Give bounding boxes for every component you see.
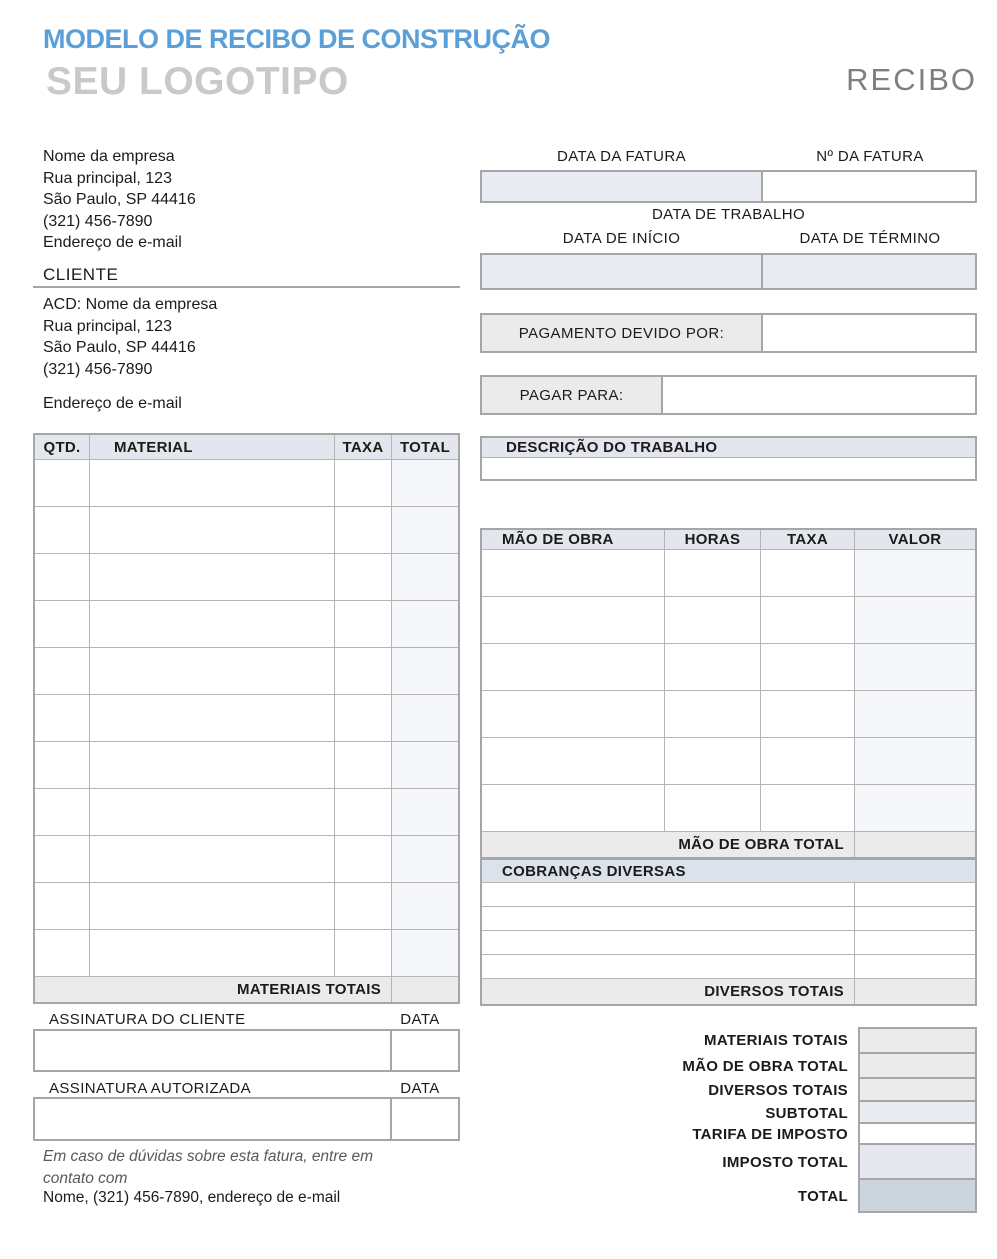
invoice-date-field[interactable]	[482, 172, 763, 201]
labor-value-cell[interactable]	[855, 738, 975, 785]
labor-value-cell[interactable]	[855, 550, 975, 597]
misc-value-cell[interactable]	[855, 955, 975, 979]
labor-table	[480, 528, 977, 859]
misc-desc-cell[interactable]	[482, 883, 855, 907]
materials-qty-cell[interactable]	[35, 460, 90, 507]
labor-desc-cell[interactable]	[482, 644, 665, 691]
client-signature-labels	[33, 1011, 460, 1028]
client-phone: (321) 456-7890	[43, 360, 153, 378]
client-signature-label: ASSINATURA DO CLIENTE	[49, 1011, 246, 1028]
materials-rate-cell[interactable]	[335, 789, 392, 836]
client-signature-date-label: DATA	[400, 1011, 440, 1028]
labor-rate-cell[interactable]	[761, 644, 855, 691]
summary-row-labor	[610, 1054, 977, 1079]
authorized-signature-field[interactable]	[35, 1099, 390, 1139]
payment-due-row	[480, 313, 977, 353]
materials-qty-cell[interactable]	[35, 507, 90, 554]
authorized-signature-date-field[interactable]	[390, 1099, 458, 1139]
summary-grandtotal-label: TOTAL	[797, 1188, 848, 1205]
company-phone: (321) 456-7890	[43, 212, 153, 230]
materials-qty-cell[interactable]	[35, 789, 90, 836]
work-description-section	[480, 436, 977, 481]
work-date-fields	[480, 253, 977, 290]
materials-material-cell[interactable]	[90, 648, 335, 695]
labor-hours-cell[interactable]	[665, 738, 761, 785]
misc-desc-cell[interactable]	[482, 907, 855, 931]
summary-subtotal-field[interactable]	[858, 1102, 977, 1124]
client-section-label: CLIENTE	[43, 265, 119, 284]
footer-note: Em caso de dúvidas sobre esta fatura, entre em contato com	[43, 1148, 373, 1187]
work-date-label: DATA DE TRABALHO	[651, 206, 806, 223]
materials-material-cell[interactable]	[90, 883, 335, 930]
materials-rate-cell[interactable]	[335, 648, 392, 695]
invoice-meta-fields	[480, 170, 977, 203]
labor-hours-cell[interactable]	[665, 597, 761, 644]
summary-row-grandtotal	[610, 1180, 977, 1213]
summary-labor-field[interactable]	[858, 1054, 977, 1079]
labor-header-labor: MÃO DE OBRA	[482, 530, 665, 550]
labor-rate-cell[interactable]	[761, 550, 855, 597]
materials-total-cell[interactable]	[392, 742, 458, 789]
client-city: São Paulo, SP 44416	[43, 339, 196, 356]
start-date-field[interactable]	[482, 255, 763, 288]
labor-header-value: VALOR	[855, 530, 975, 550]
misc-footer-label: DIVERSOS TOTAIS	[482, 979, 855, 1004]
materials-total-cell[interactable]	[392, 601, 458, 648]
labor-footer-label: MÃO DE OBRA TOTAL	[482, 832, 855, 857]
materials-material-cell[interactable]	[90, 601, 335, 648]
authorized-signature-box	[33, 1097, 460, 1141]
client-signature-date-field[interactable]	[390, 1031, 458, 1070]
summary-misc-field[interactable]	[858, 1079, 977, 1102]
work-description-field[interactable]	[482, 458, 975, 479]
materials-material-cell[interactable]	[90, 695, 335, 742]
company-name: Nome da empresa	[43, 148, 175, 165]
materials-material-cell[interactable]	[90, 742, 335, 789]
labor-hours-cell[interactable]	[665, 644, 761, 691]
labor-rate-cell[interactable]	[761, 738, 855, 785]
pay-to-label: PAGAR PARA:	[482, 377, 663, 413]
client-signature-field[interactable]	[35, 1031, 390, 1070]
company-email: Endereço de e-mail	[43, 234, 182, 251]
client-name: ACD: Nome da empresa	[43, 296, 218, 313]
labor-desc-cell[interactable]	[482, 738, 665, 785]
labor-rate-cell[interactable]	[761, 597, 855, 644]
summary-misc-label: DIVERSOS TOTAIS	[708, 1082, 848, 1099]
materials-rate-cell[interactable]	[335, 930, 392, 977]
labor-value-cell[interactable]	[855, 785, 975, 832]
summary-row-subtotal	[610, 1102, 977, 1124]
materials-material-cell[interactable]	[90, 554, 335, 601]
materials-rate-cell[interactable]	[335, 507, 392, 554]
invoice-number-field[interactable]	[763, 172, 975, 201]
footer-contact-line: Nome, (321) 456-7890, endereço de e-mail	[43, 1189, 341, 1206]
invoice-meta-labels	[480, 148, 977, 165]
summary-taxtotal-field[interactable]	[858, 1145, 977, 1180]
client-info-block	[43, 294, 217, 380]
client-divider	[33, 286, 460, 288]
page-title: MODELO DE RECIBO DE CONSTRUÇÃO	[43, 24, 551, 54]
summary-labor-label: MÃO DE OBRA TOTAL	[682, 1058, 848, 1075]
labor-footer-value[interactable]	[855, 832, 975, 857]
materials-qty-cell[interactable]	[35, 836, 90, 883]
authorized-signature-date-label: DATA	[400, 1080, 440, 1097]
summary-row-misc	[610, 1079, 977, 1102]
misc-desc-cell[interactable]	[482, 955, 855, 979]
misc-charges-label: COBRANÇAS DIVERSAS	[482, 860, 975, 883]
summary-taxrate-label: TARIFA DE IMPOSTO	[692, 1126, 848, 1143]
end-date-field[interactable]	[763, 255, 975, 288]
materials-rate-cell[interactable]	[335, 742, 392, 789]
materials-material-cell[interactable]	[90, 789, 335, 836]
company-city: São Paulo, SP 44416	[43, 191, 196, 208]
materials-total-cell[interactable]	[392, 789, 458, 836]
payment-due-field[interactable]	[763, 315, 975, 351]
receipt-heading: RECIBO	[846, 62, 977, 97]
materials-qty-cell[interactable]	[35, 554, 90, 601]
summary-row-taxrate	[610, 1124, 977, 1145]
labor-desc-cell[interactable]	[482, 785, 665, 832]
authorized-signature-label: ASSINATURA AUTORIZADA	[49, 1080, 252, 1097]
end-date-label: DATA DE TÉRMINO	[799, 230, 941, 247]
client-street: Rua principal, 123	[43, 317, 172, 335]
labor-hours-cell[interactable]	[665, 691, 761, 738]
company-street: Rua principal, 123	[43, 169, 172, 187]
payment-due-label: PAGAMENTO DEVIDO POR:	[482, 315, 763, 351]
misc-desc-cell[interactable]	[482, 931, 855, 955]
misc-value-cell[interactable]	[855, 931, 975, 955]
summary-grandtotal-field[interactable]	[858, 1180, 977, 1213]
work-date-sublabels	[480, 230, 977, 247]
materials-total-cell[interactable]	[392, 460, 458, 507]
materials-footer-value[interactable]	[392, 977, 458, 1002]
materials-rate-cell[interactable]	[335, 460, 392, 507]
materials-rate-cell[interactable]	[335, 883, 392, 930]
materials-total-cell[interactable]	[392, 695, 458, 742]
labor-hours-cell[interactable]	[665, 785, 761, 832]
labor-value-cell[interactable]	[855, 644, 975, 691]
summary-taxtotal-label: IMPOSTO TOTAL	[722, 1154, 848, 1171]
materials-qty-cell[interactable]	[35, 883, 90, 930]
materials-qty-cell[interactable]	[35, 930, 90, 977]
logo-placeholder: SEU LOGOTIPO	[46, 60, 349, 103]
materials-total-cell[interactable]	[392, 507, 458, 554]
misc-value-cell[interactable]	[855, 883, 975, 907]
labor-rate-cell[interactable]	[761, 691, 855, 738]
client-email: Endereço de e-mail	[43, 395, 182, 412]
materials-material-cell[interactable]	[90, 836, 335, 883]
authorized-signature-labels	[33, 1080, 460, 1097]
labor-desc-cell[interactable]	[482, 597, 665, 644]
labor-value-cell[interactable]	[855, 597, 975, 644]
materials-total-cell[interactable]	[392, 648, 458, 695]
materials-total-cell[interactable]	[392, 554, 458, 601]
materials-header-material: MATERIAL	[90, 435, 335, 460]
company-info-block	[43, 146, 196, 254]
materials-material-cell[interactable]	[90, 460, 335, 507]
totals-summary	[610, 1027, 977, 1213]
materials-total-cell[interactable]	[392, 930, 458, 977]
materials-rate-cell[interactable]	[335, 554, 392, 601]
misc-value-cell[interactable]	[855, 907, 975, 931]
summary-taxrate-field[interactable]	[858, 1124, 977, 1145]
labor-desc-cell[interactable]	[482, 691, 665, 738]
summary-row-materials	[610, 1027, 977, 1054]
summary-materials-field[interactable]	[858, 1027, 977, 1054]
start-date-label: DATA DE INÍCIO	[562, 230, 681, 247]
materials-header-qty: QTD.	[35, 435, 90, 460]
work-description-label: DESCRIÇÃO DO TRABALHO	[482, 438, 975, 458]
materials-rate-cell[interactable]	[335, 601, 392, 648]
materials-total-cell[interactable]	[392, 883, 458, 930]
labor-desc-cell[interactable]	[482, 550, 665, 597]
labor-header-rate: TAXA	[761, 530, 855, 550]
misc-charges-table	[480, 858, 977, 1006]
summary-subtotal-label: SUBTOTAL	[765, 1104, 848, 1122]
materials-rate-cell[interactable]	[335, 836, 392, 883]
materials-header-rate: TAXA	[335, 435, 392, 460]
invoice-date-label: DATA DA FATURA	[557, 148, 686, 165]
pay-to-row	[480, 375, 977, 415]
materials-qty-cell[interactable]	[35, 601, 90, 648]
labor-value-cell[interactable]	[855, 691, 975, 738]
misc-footer-value[interactable]	[855, 979, 975, 1004]
materials-header-total: TOTAL	[392, 435, 458, 460]
materials-total-cell[interactable]	[392, 836, 458, 883]
labor-header-hours: HORAS	[665, 530, 761, 550]
materials-qty-cell[interactable]	[35, 648, 90, 695]
invoice-number-label: Nº DA FATURA	[816, 148, 924, 165]
pay-to-field[interactable]	[663, 377, 975, 413]
labor-rate-cell[interactable]	[761, 785, 855, 832]
materials-table	[33, 433, 460, 1004]
materials-qty-cell[interactable]	[35, 695, 90, 742]
summary-row-taxtotal	[610, 1145, 977, 1180]
materials-qty-cell[interactable]	[35, 742, 90, 789]
materials-material-cell[interactable]	[90, 507, 335, 554]
client-signature-box	[33, 1029, 460, 1072]
materials-rate-cell[interactable]	[335, 695, 392, 742]
materials-material-cell[interactable]	[90, 930, 335, 977]
summary-materials-label: MATERIAIS TOTAIS	[704, 1032, 848, 1049]
materials-footer-label: MATERIAIS TOTAIS	[35, 977, 392, 1002]
labor-hours-cell[interactable]	[665, 550, 761, 597]
